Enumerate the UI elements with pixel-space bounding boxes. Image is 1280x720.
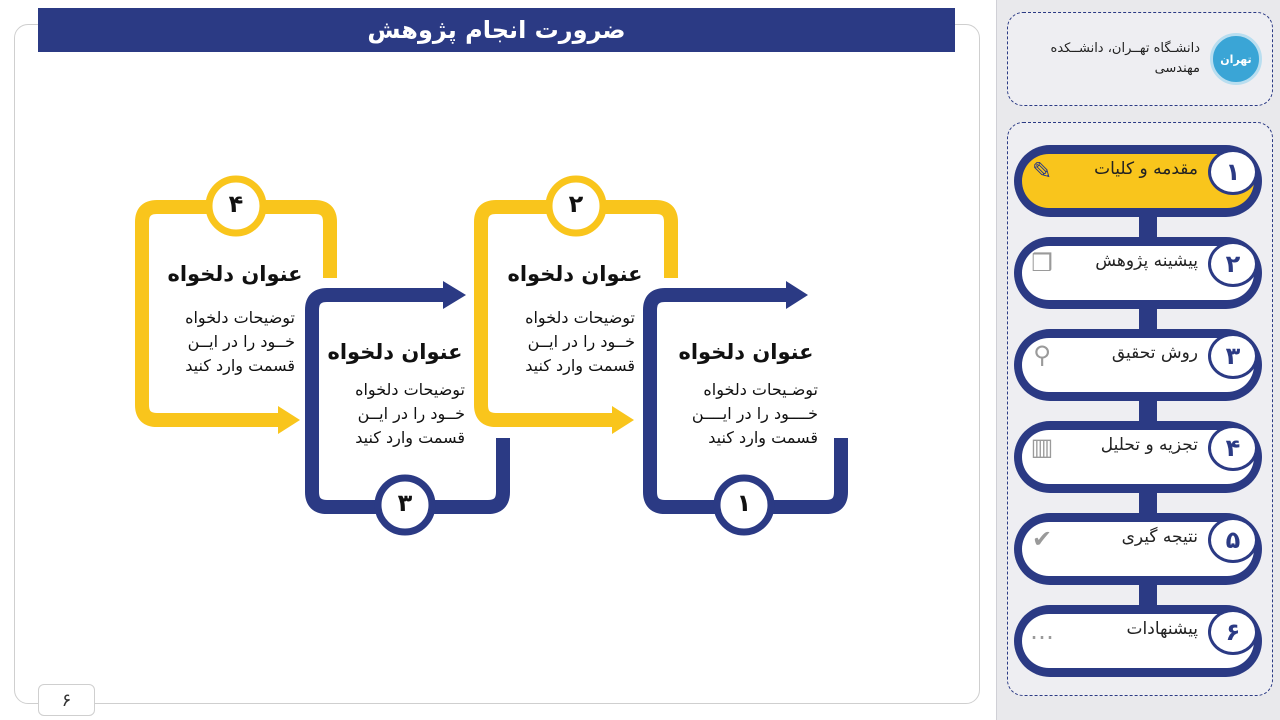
- chat-bubbles-icon: …: [1030, 617, 1054, 645]
- book-icon: ❒: [1031, 249, 1053, 277]
- step-3-number: ۳: [397, 489, 413, 517]
- page-number: ۶: [38, 684, 95, 716]
- sidebar: [996, 0, 1280, 720]
- nav-item-label: روش تحقیق: [1111, 343, 1198, 363]
- nav-item-label: تجزیه و تحلیل: [1100, 435, 1198, 455]
- nav-item-label: نتیجه گیری: [1121, 527, 1198, 547]
- nav-item-number: ۱: [1208, 149, 1258, 195]
- step-2-description: توضیحات دلخواه خــود را در ایــن قسمت وارد کنید: [525, 308, 635, 375]
- step-4-description: توضیحات دلخواه خــود را در ایــن قسمت وارد کنید: [185, 308, 295, 375]
- step-4-number: ۴: [228, 190, 244, 218]
- university-name: دانشـگاه تهــران، دانشــکده مهندسی: [1050, 41, 1200, 76]
- nav-item-number: ۶: [1208, 609, 1258, 655]
- step-4-title: عنوان دلخواه: [167, 262, 303, 286]
- nav-item-recommendations[interactable]: [1014, 605, 1262, 677]
- section-navigation: [1007, 122, 1273, 696]
- nav-item-conclusion[interactable]: [1014, 513, 1262, 585]
- magnifier-person-icon: ⚲: [1033, 341, 1051, 369]
- step-2-title: عنوان دلخواه: [507, 262, 643, 286]
- nav-item-analysis[interactable]: [1014, 421, 1262, 493]
- university-header: [1007, 12, 1273, 106]
- nav-item-label: مقدمه و کلیات: [1094, 159, 1198, 179]
- nav-item-number: ۳: [1208, 333, 1258, 379]
- step-3-title: عنوان دلخواه: [327, 340, 463, 364]
- nav-item-methodology[interactable]: [1014, 329, 1262, 401]
- slide-title: ضرورت انجام پژوهش: [38, 8, 955, 52]
- step-1-number: ۱: [736, 489, 752, 517]
- nav-item-number: ۲: [1208, 241, 1258, 287]
- nav-item-label: پیشنهادات: [1126, 619, 1198, 639]
- step-3-description: توضیحات دلخواه خــود را در ایــن قسمت وارد کنید: [355, 380, 465, 447]
- step-1-description: توضـیحات دلخواه خــــود را در ایــــن قسمت وارد کنید: [691, 380, 818, 447]
- nav-item-number: ۴: [1208, 425, 1258, 471]
- nav-item-literature-review[interactable]: [1014, 237, 1262, 309]
- nav-item-label: پیشینه پژوهش: [1095, 251, 1198, 271]
- step-1-title: عنوان دلخواه: [678, 340, 814, 364]
- document-pen-icon: ✎: [1031, 157, 1053, 185]
- nav-item-number: ۵: [1208, 517, 1258, 563]
- bar-chart-icon: ▥: [1030, 433, 1054, 461]
- chat-check-icon: ✔: [1031, 525, 1053, 553]
- university-logo: تهران: [1210, 33, 1262, 85]
- nav-item-introduction[interactable]: [1014, 145, 1262, 217]
- step-2-number: ۲: [568, 190, 584, 218]
